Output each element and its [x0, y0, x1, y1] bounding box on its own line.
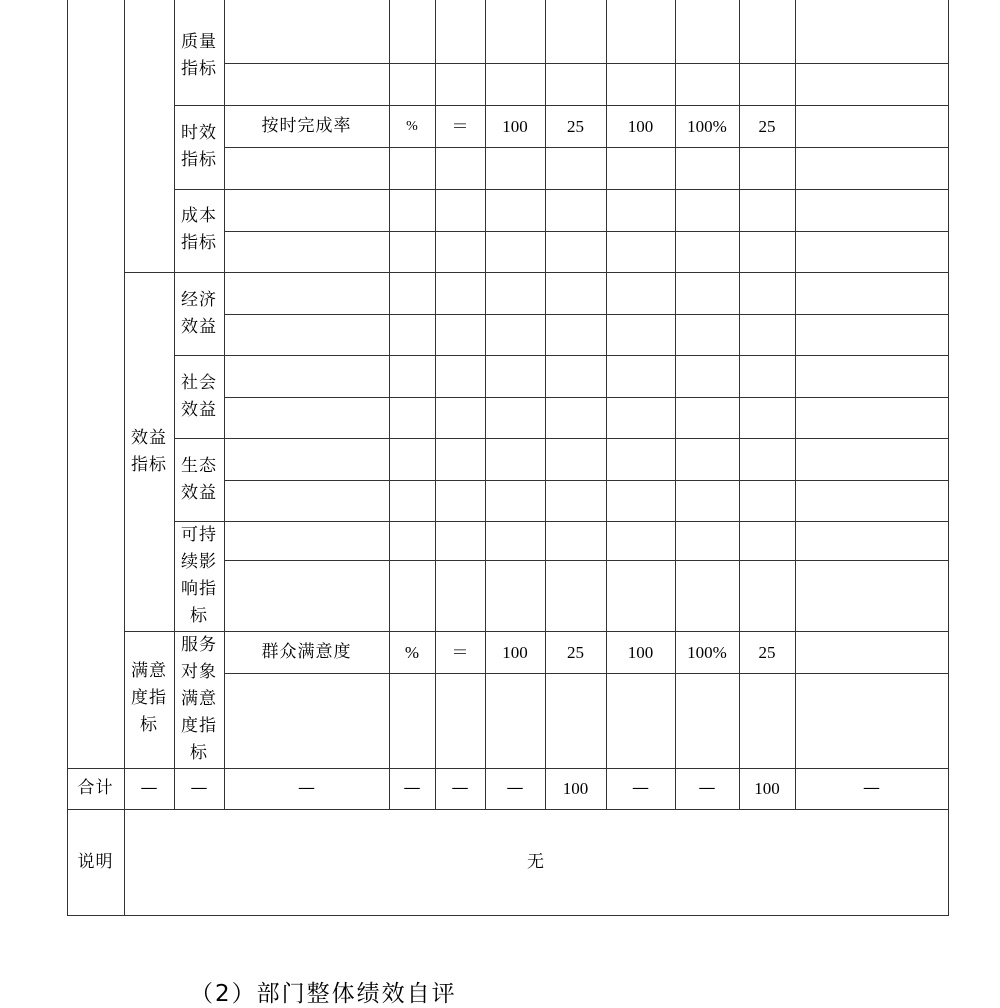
table-rule: [224, 397, 949, 398]
economic-benefit-label: 经济效益: [181, 290, 217, 337]
target-value-cell: 100: [502, 117, 528, 136]
table-rule: [174, 189, 949, 190]
table-rule: [124, 272, 949, 273]
satisfaction-indicator-group-label: 满意度指标: [131, 661, 167, 735]
actual-value-cell: 100: [627, 643, 654, 662]
score-cell: 25: [758, 643, 776, 662]
table-rule: [67, 915, 949, 916]
actual-value-cell: 100: [627, 117, 654, 136]
table-rule: [795, 0, 796, 810]
operator-cell: ＝: [451, 117, 469, 136]
table-rule: [174, 355, 949, 356]
total-dash-cell: —: [506, 778, 524, 798]
table-rule: [174, 438, 949, 439]
table-rule: [224, 480, 949, 481]
cost-indicator-label: 成本指标: [181, 206, 217, 253]
table-rule: [224, 147, 949, 148]
completion-rate-cell: 100%: [687, 643, 727, 662]
score-cell: 25: [758, 117, 776, 136]
table-rule: [174, 521, 949, 522]
target-value-cell: 100: [502, 643, 528, 662]
table-rule: [224, 231, 949, 232]
total-score-cell: 100: [754, 779, 780, 798]
weight-cell: 25: [567, 643, 584, 662]
weight-cell: 25: [567, 117, 584, 136]
total-dash-cell: —: [298, 778, 315, 798]
note-label: 说明: [77, 852, 114, 872]
completion-rate-cell: 100%: [687, 117, 727, 136]
timeliness-indicator-label: 时效指标: [181, 123, 217, 170]
total-dash-cell: —: [190, 778, 208, 798]
total-dash-cell: —: [698, 778, 716, 798]
table-rule: [224, 560, 949, 561]
note-value: 无: [527, 852, 545, 872]
section-heading: （2）部门整体绩效自评: [190, 981, 457, 1007]
total-label: 合计: [77, 778, 114, 798]
unit-cell: %: [404, 643, 420, 662]
total-dash-cell: —: [451, 778, 469, 798]
table-rule: [174, 105, 949, 106]
table-rule: [124, 631, 949, 632]
total-dash-cell: —: [140, 778, 158, 798]
total-dash-cell: —: [863, 778, 880, 798]
table-rule: [224, 673, 949, 674]
table-rule: [948, 0, 949, 916]
indicator-name: 群众满意度: [261, 642, 352, 662]
table-rule: [224, 314, 949, 315]
operator-cell: ＝: [451, 643, 469, 662]
table-rule: [67, 768, 949, 769]
social-benefit-label: 社会效益: [181, 373, 217, 420]
quality-indicator-label: 质量指标: [181, 32, 217, 79]
benefit-indicator-group-label: 效益指标: [131, 428, 167, 475]
indicator-name: 按时完成率: [261, 116, 352, 136]
total-weight-cell: 100: [562, 779, 589, 798]
total-dash-cell: —: [632, 778, 649, 798]
ecological-benefit-label: 生态效益: [181, 456, 217, 503]
total-dash-cell: —: [403, 778, 421, 798]
sustainable-impact-label: 可持续影响指标: [181, 525, 217, 626]
unit-cell: %: [406, 119, 418, 134]
service-satisfaction-label: 服务对象满意度指标: [181, 635, 217, 763]
table-rule: [224, 63, 949, 64]
table-rule: [67, 809, 949, 810]
table-rule: [174, 0, 175, 810]
